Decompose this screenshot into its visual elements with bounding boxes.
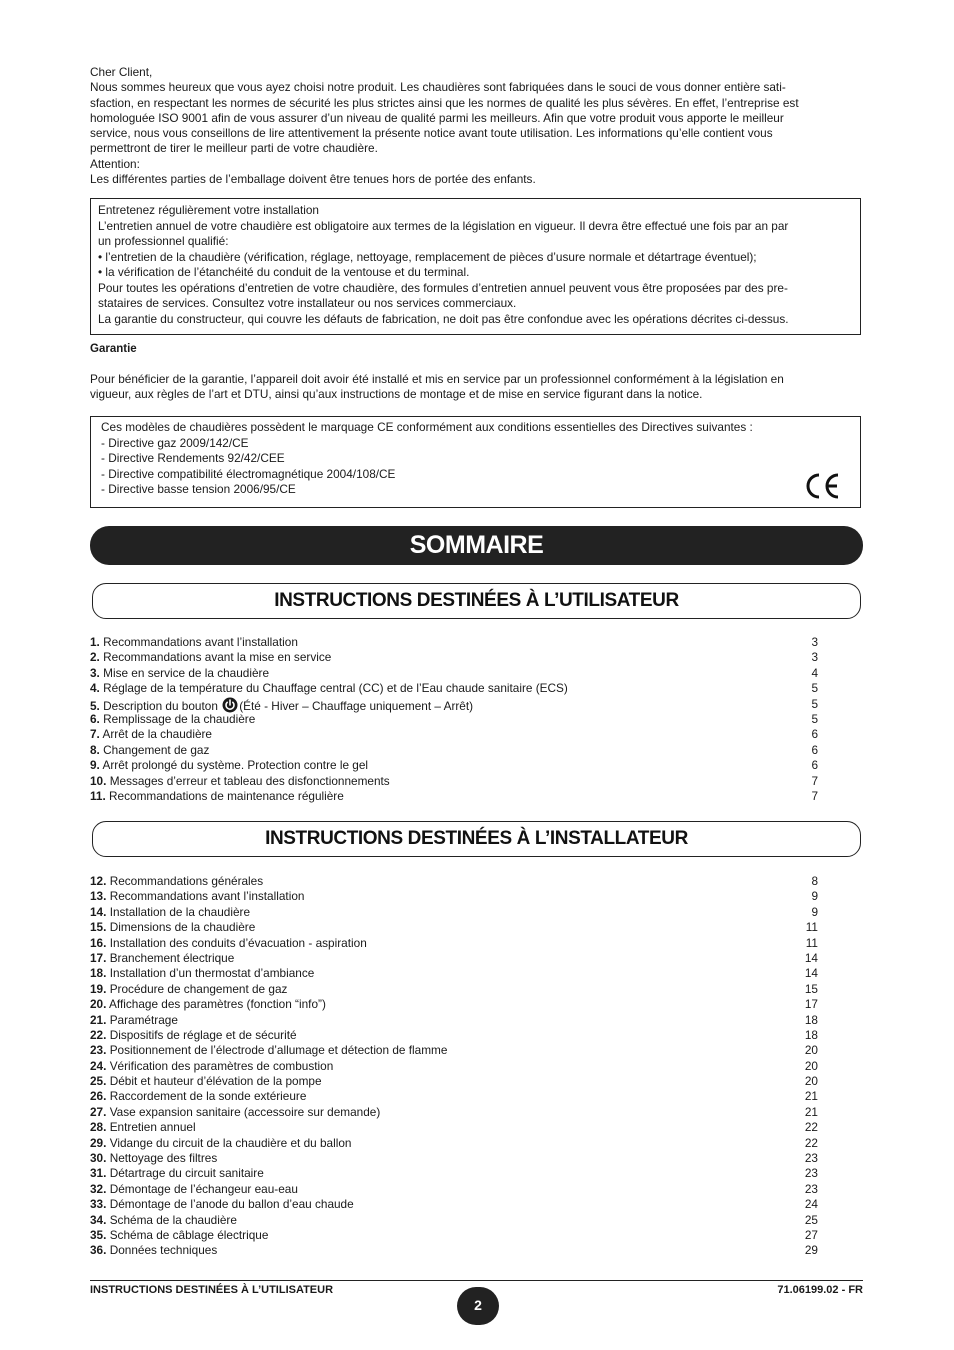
ce-mark-icon: [802, 471, 842, 501]
maintenance-line: La garantie du constructeur, qui couvre les défauts de fabrication, ne doit pas être confondue avec les opérations décrites ci-dessus.: [98, 311, 789, 326]
toc-number: 28.: [90, 1120, 107, 1135]
toc-row[interactable]: [90, 1197, 818, 1212]
power-icon: [222, 697, 238, 713]
maintenance-line: • l’entretien de la chaudière (vérification, réglage, nettoyage, remplacement de pièces d’usure normale et détartrage éventuel);: [98, 249, 757, 264]
user-toc: [90, 635, 818, 804]
toc-row[interactable]: [90, 1105, 818, 1120]
toc-title: Détartrage du circuit sanitaire: [109, 1166, 264, 1181]
toc-number: 33.: [90, 1197, 107, 1212]
toc-page: 18: [804, 1012, 818, 1027]
toc-title: Positionnement de l’électrode d’allumage et détection de flamme: [109, 1043, 448, 1058]
toc-page: 23: [804, 1181, 818, 1196]
toc-page: 18: [804, 1027, 818, 1042]
toc-row[interactable]: [90, 1166, 818, 1181]
toc-number: 31.: [90, 1166, 107, 1181]
toc-page: 11: [805, 935, 818, 950]
toc-title: Recommandations générales: [109, 874, 264, 888]
toc-number: 18.: [90, 966, 107, 981]
toc-page: 8: [811, 874, 818, 888]
toc-number: 13.: [90, 889, 107, 904]
toc-page: 22: [804, 1120, 818, 1135]
toc-row[interactable]: [90, 1059, 818, 1074]
toc-row[interactable]: [90, 1028, 818, 1043]
toc-page: 9: [811, 889, 818, 904]
toc-page: 23: [804, 1166, 818, 1181]
toc-number: 16.: [90, 935, 107, 950]
toc-row[interactable]: 6. Remplissage de la chaudière 5: [90, 711, 818, 726]
toc-title: Paramétrage: [109, 1012, 178, 1027]
toc-number: 30.: [90, 1151, 107, 1166]
toc-title: Installation de la chaudière: [109, 904, 251, 919]
toc-row[interactable]: 1. Recommandations avant l’installation 3: [90, 635, 818, 649]
toc-title: Affichage des paramètres (fonction “info”): [109, 997, 326, 1012]
toc-page: 23: [804, 1151, 818, 1166]
toc-number: 27.: [90, 1104, 107, 1119]
intro-text: [90, 65, 863, 187]
toc-number: 17.: [90, 950, 107, 965]
footer-divider: [90, 1280, 863, 1281]
ce-directive: - Directive gaz 2009/142/CE: [101, 435, 249, 450]
toc-title: Dimensions de la chaudière: [109, 920, 256, 935]
toc-row[interactable]: 11. Recommandations de maintenance régulière 7: [90, 788, 818, 803]
toc-number: 20.: [90, 997, 107, 1012]
toc-page: 21: [804, 1089, 818, 1104]
toc-number: 12.: [90, 874, 107, 888]
toc-title: Installation d’un thermostat d’ambiance: [109, 966, 315, 981]
toc-row[interactable]: [90, 1243, 818, 1258]
maintenance-notice-box: [90, 198, 861, 335]
garantie-line: Pour bénéficier de la garantie, l’appareil doit avoir été installé et mis en service par un professionnel conformément à la législation en: [90, 372, 784, 386]
user-section-header: INSTRUCTIONS DESTINÉES À L’UTILISATEUR: [92, 583, 861, 619]
intro-line: sfaction, en respectant les normes de sécurité les plus strictes ainsi que les normes de qualité les plus sévères. En effet, l’entreprise est: [90, 95, 799, 110]
ce-directives-box: [90, 416, 861, 508]
toc-row[interactable]: [90, 1151, 818, 1166]
intro-line: permettront de tirer le meilleur parti de votre chaudière.: [90, 141, 378, 156]
toc-number: 35.: [90, 1227, 107, 1242]
toc-row[interactable]: 3. Mise en service de la chaudière 4: [90, 665, 818, 680]
toc-page: 20: [804, 1043, 818, 1058]
toc-row[interactable]: [90, 1043, 818, 1058]
toc-number: 24.: [90, 1058, 107, 1073]
toc-row[interactable]: [90, 1089, 818, 1104]
toc-row[interactable]: [90, 1213, 818, 1228]
toc-row[interactable]: [90, 1074, 818, 1089]
toc-page: 29: [804, 1243, 818, 1258]
attention-label: Attention:: [90, 156, 140, 171]
toc-page: 21: [804, 1104, 818, 1119]
toc-row[interactable]: [90, 982, 818, 997]
installer-toc: [90, 874, 818, 1259]
maintenance-line: stataires de services. Consultez votre installateur ou nos services commerciaux.: [98, 296, 517, 310]
toc-page: 14: [804, 950, 818, 965]
maintenance-title: Entretenez régulièrement votre installation: [98, 203, 319, 217]
toc-row[interactable]: [90, 1228, 818, 1243]
toc-number: 29.: [90, 1135, 107, 1150]
maintenance-line: Pour toutes les opérations d’entretien de votre chaudière, des formules d’entretien annuel peuvent vous être proposées par des pre-: [98, 280, 788, 295]
intro-line: Nous sommes heureux que vous ayez choisi notre produit. Les chaudières sont fabriquées dans le souci de vous donner entière sati-: [90, 80, 786, 95]
garantie-text: [90, 372, 863, 403]
toc-page: 20: [804, 1058, 818, 1073]
toc-title: Nettoyage des filtres: [109, 1151, 218, 1166]
maintenance-line: L’entretien annuel de votre chaudière est obligatoire aux termes de la législation en vigueur. Il devra être effectué une fois par an par: [98, 218, 789, 233]
toc-row[interactable]: [90, 920, 818, 935]
garantie-title: Garantie: [90, 343, 137, 355]
toc-title: Procédure de changement de gaz: [109, 981, 288, 996]
toc-number: 19.: [90, 981, 107, 996]
toc-page: 9: [811, 904, 818, 919]
toc-row[interactable]: [90, 889, 818, 904]
toc-number: 15.: [90, 920, 107, 935]
toc-number: 34.: [90, 1212, 107, 1227]
toc-title: Installation des conduits d’évacuation - aspiration: [109, 935, 367, 950]
ce-directive: - Directive basse tension 2006/95/CE: [101, 482, 296, 496]
toc-row[interactable]: 4. Réglage de la température du Chauffage central (CC) et de l’Eau chaude sanitaire (ECS) 5: [90, 681, 818, 696]
toc-title: Dispositifs de réglage et de sécurité: [109, 1027, 297, 1042]
page-number-badge: 2: [457, 1287, 499, 1325]
toc-page: 27: [804, 1227, 818, 1242]
document-reference: 71.06199.02 - FR: [777, 1284, 863, 1296]
footer-section-label: INSTRUCTIONS DESTINÉES À L’UTILISATEUR: [90, 1284, 334, 1296]
toc-row[interactable]: [90, 1182, 818, 1197]
toc-number: 23.: [90, 1043, 107, 1058]
toc-row[interactable]: 8. Changement de gaz 6: [90, 742, 818, 757]
intro-line: homologuée ISO 9001 afin de vous assurer d’un niveau de qualité parmi les meilleurs. Afin que votre produit vous apporte le meilleur: [90, 110, 784, 125]
sommaire-banner: SOMMAIRE: [90, 526, 863, 565]
greeting: Cher Client,: [90, 65, 153, 79]
toc-row[interactable]: 9. Arrêt prolongé du système. Protection contre le gel 6: [90, 758, 818, 773]
intro-line: service, nous vous conseillons de lire attentivement la présente notice avant toute utilisation. Les informations qu’elle contient vous: [90, 126, 773, 141]
toc-title: Branchement électrique: [109, 950, 235, 965]
toc-title: Entretien annuel: [109, 1120, 196, 1135]
toc-number: 14.: [90, 904, 107, 919]
toc-title: Raccordement de la sonde extérieure: [109, 1089, 307, 1104]
toc-page: 11: [805, 920, 818, 935]
toc-title: Débit et hauteur d’élévation de la pompe: [109, 1074, 322, 1089]
garantie-line: vigueur, aux règles de l’art et DTU, ainsi qu’aux instructions de montage et de mise en service figurant dans la notice.: [90, 387, 703, 402]
toc-row[interactable]: 7. Arrêt de la chaudière 6: [90, 727, 818, 742]
toc-row[interactable]: [90, 874, 818, 889]
toc-title: Vase expansion sanitaire (accessoire sur demande): [109, 1104, 381, 1119]
toc-page: 20: [804, 1074, 818, 1089]
toc-row[interactable]: [90, 966, 818, 981]
maintenance-line: • la vérification de l’étanchéité du conduit de la ventouse et du terminal.: [98, 265, 470, 279]
toc-row[interactable]: 5. Description du bouton (Été - Hiver – Chauffage uniquement – Arrêt) 5: [90, 696, 818, 713]
toc-number: 32.: [90, 1181, 107, 1196]
toc-page: 24: [804, 1197, 818, 1212]
toc-number: 25.: [90, 1074, 107, 1089]
toc-number: 22.: [90, 1027, 107, 1042]
toc-row[interactable]: [90, 936, 818, 951]
toc-row[interactable]: [90, 951, 818, 966]
ce-directive: - Directive Rendements 92/42/CEE: [101, 451, 285, 465]
toc-title: Schéma de la chaudière: [109, 1212, 237, 1227]
toc-row[interactable]: [90, 997, 818, 1012]
toc-title: Vérification des paramètres de combustion: [109, 1058, 334, 1073]
toc-title: Démontage de l’anode du ballon d’eau chaude: [109, 1197, 354, 1212]
toc-row[interactable]: 2. Recommandations avant la mise en service 3: [90, 650, 818, 665]
toc-title: Données techniques: [109, 1243, 218, 1258]
toc-page: 14: [804, 966, 818, 981]
installer-section-header: INSTRUCTIONS DESTINÉES À L’INSTALLATEUR: [92, 821, 861, 857]
toc-row[interactable]: [90, 1013, 818, 1028]
toc-page: 17: [804, 997, 818, 1012]
ce-intro: Ces modèles de chaudières possèdent le marquage CE conformément aux conditions essentielles des Directives suivantes :: [101, 420, 753, 434]
attention-text: Les différentes parties de l’emballage doivent être tenues hors de portée des enfants.: [90, 172, 536, 187]
toc-page: 15: [804, 981, 818, 996]
maintenance-line: un professionnel qualifié:: [98, 234, 229, 248]
toc-title: Schéma de câblage électrique: [109, 1227, 269, 1242]
toc-page: 25: [804, 1212, 818, 1227]
toc-number: 21.: [90, 1012, 107, 1027]
toc-number: 36.: [90, 1243, 107, 1258]
ce-directive: - Directive compatibilité électromagnétique 2004/108/CE: [101, 466, 396, 481]
toc-number: 26.: [90, 1089, 107, 1104]
toc-title: Recommandations avant l’installation: [109, 889, 305, 904]
toc-title: Démontage de l’échangeur eau-eau: [109, 1181, 298, 1196]
toc-page: 22: [804, 1135, 818, 1150]
toc-title: Vidange du circuit de la chaudière et du ballon: [109, 1135, 352, 1150]
toc-row[interactable]: [90, 1120, 818, 1135]
toc-row[interactable]: 10. Messages d’erreur et tableau des disfonctionnements 7: [90, 773, 818, 788]
toc-row[interactable]: [90, 905, 818, 920]
toc-row[interactable]: [90, 1136, 818, 1151]
